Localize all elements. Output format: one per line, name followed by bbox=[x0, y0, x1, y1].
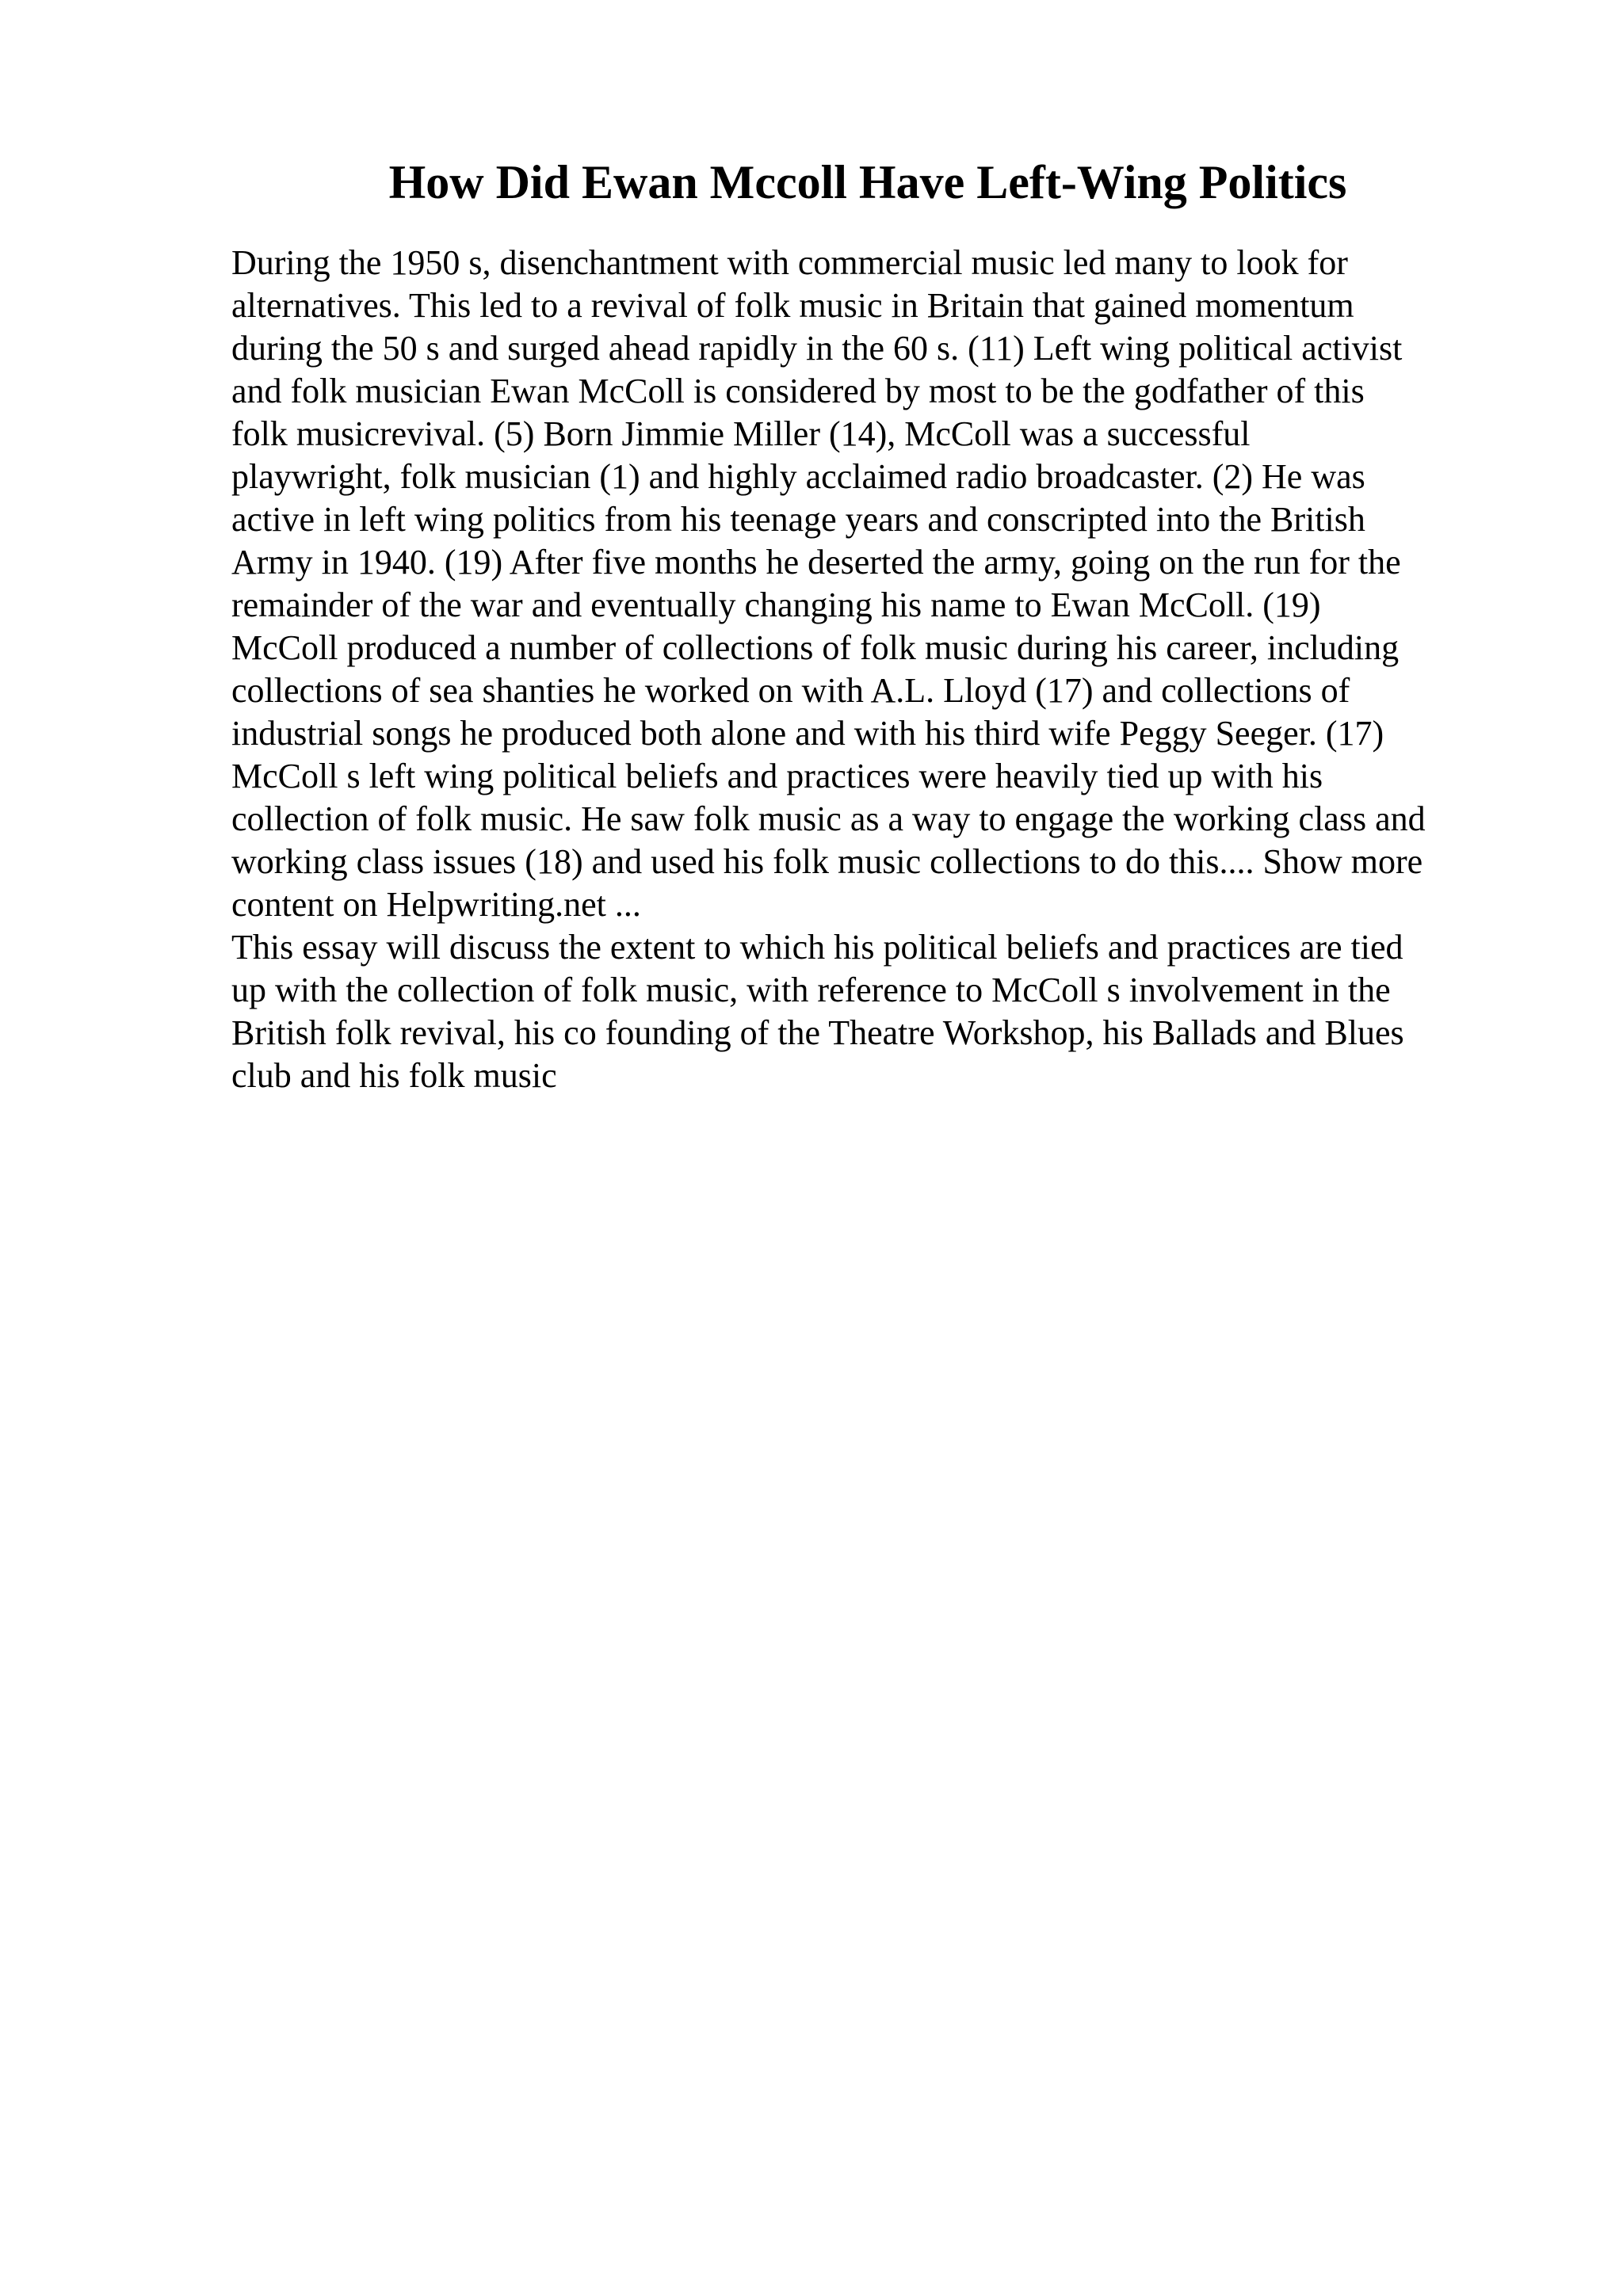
paragraph-line: industrial songs he produced both alone and with his third wife Peggy Seeger. (17) bbox=[231, 714, 1384, 753]
paragraph-line: collection of folk music. He saw folk music as a way to engage the working class and bbox=[231, 799, 1426, 838]
paragraph-line: British folk revival, his co founding of the Theatre Workshop, his Ballads and Blues bbox=[231, 1013, 1404, 1052]
paragraph-line: active in left wing politics from his teenage years and conscripted into the British bbox=[231, 500, 1365, 539]
paragraph-intro bbox=[231, 242, 1515, 926]
paragraph-line: up with the collection of folk music, with reference to McColl s involvement in the bbox=[231, 971, 1391, 1009]
paragraph-line: working class issues (18) and used his folk music collections to do this.... Show more bbox=[231, 842, 1423, 881]
paragraph-line: during the 50 s and surged ahead rapidly in the 60 s. (11) Left wing political activist bbox=[231, 329, 1403, 368]
paragraph-line: During the 1950 s, disenchantment with commercial music led many to look for bbox=[231, 243, 1348, 282]
document-title: How Did Ewan Mccoll Have Left-Wing Politics bbox=[388, 156, 1347, 208]
paragraph-line: McColl produced a number of collections of folk music during his career, including bbox=[231, 628, 1400, 667]
paragraph-line: Army in 1940. (19) After five months he deserted the army, going on the run for the bbox=[231, 543, 1401, 582]
paragraph-line: content on Helpwriting.net ... bbox=[231, 885, 641, 924]
paragraph-line: McColl s left wing political beliefs and practices were heavily tied up with his bbox=[231, 757, 1323, 795]
paragraph-essay-scope bbox=[231, 926, 1515, 1097]
paragraph-line: remainder of the war and eventually changing his name to Ewan McColl. (19) bbox=[231, 585, 1321, 624]
paragraph-line: collections of sea shanties he worked on with A.L. Lloyd (17) and collections of bbox=[231, 671, 1350, 710]
paragraph-line: club and his folk music bbox=[231, 1056, 557, 1095]
paragraph-line: This essay will discuss the extent to which his political beliefs and practices are tied bbox=[231, 928, 1403, 967]
paragraph-line: alternatives. This led to a revival of folk music in Britain that gained momentum bbox=[231, 286, 1354, 325]
document-body bbox=[231, 242, 1515, 1097]
paragraph-line: folk musicrevival. (5) Born Jimmie Miller (14), McColl was a successful bbox=[231, 414, 1251, 453]
paragraph-line: and folk musician Ewan McColl is considered by most to be the godfather of this bbox=[231, 372, 1365, 410]
paragraph-line: playwright, folk musician (1) and highly acclaimed radio broadcaster. (2) He was bbox=[231, 457, 1365, 496]
